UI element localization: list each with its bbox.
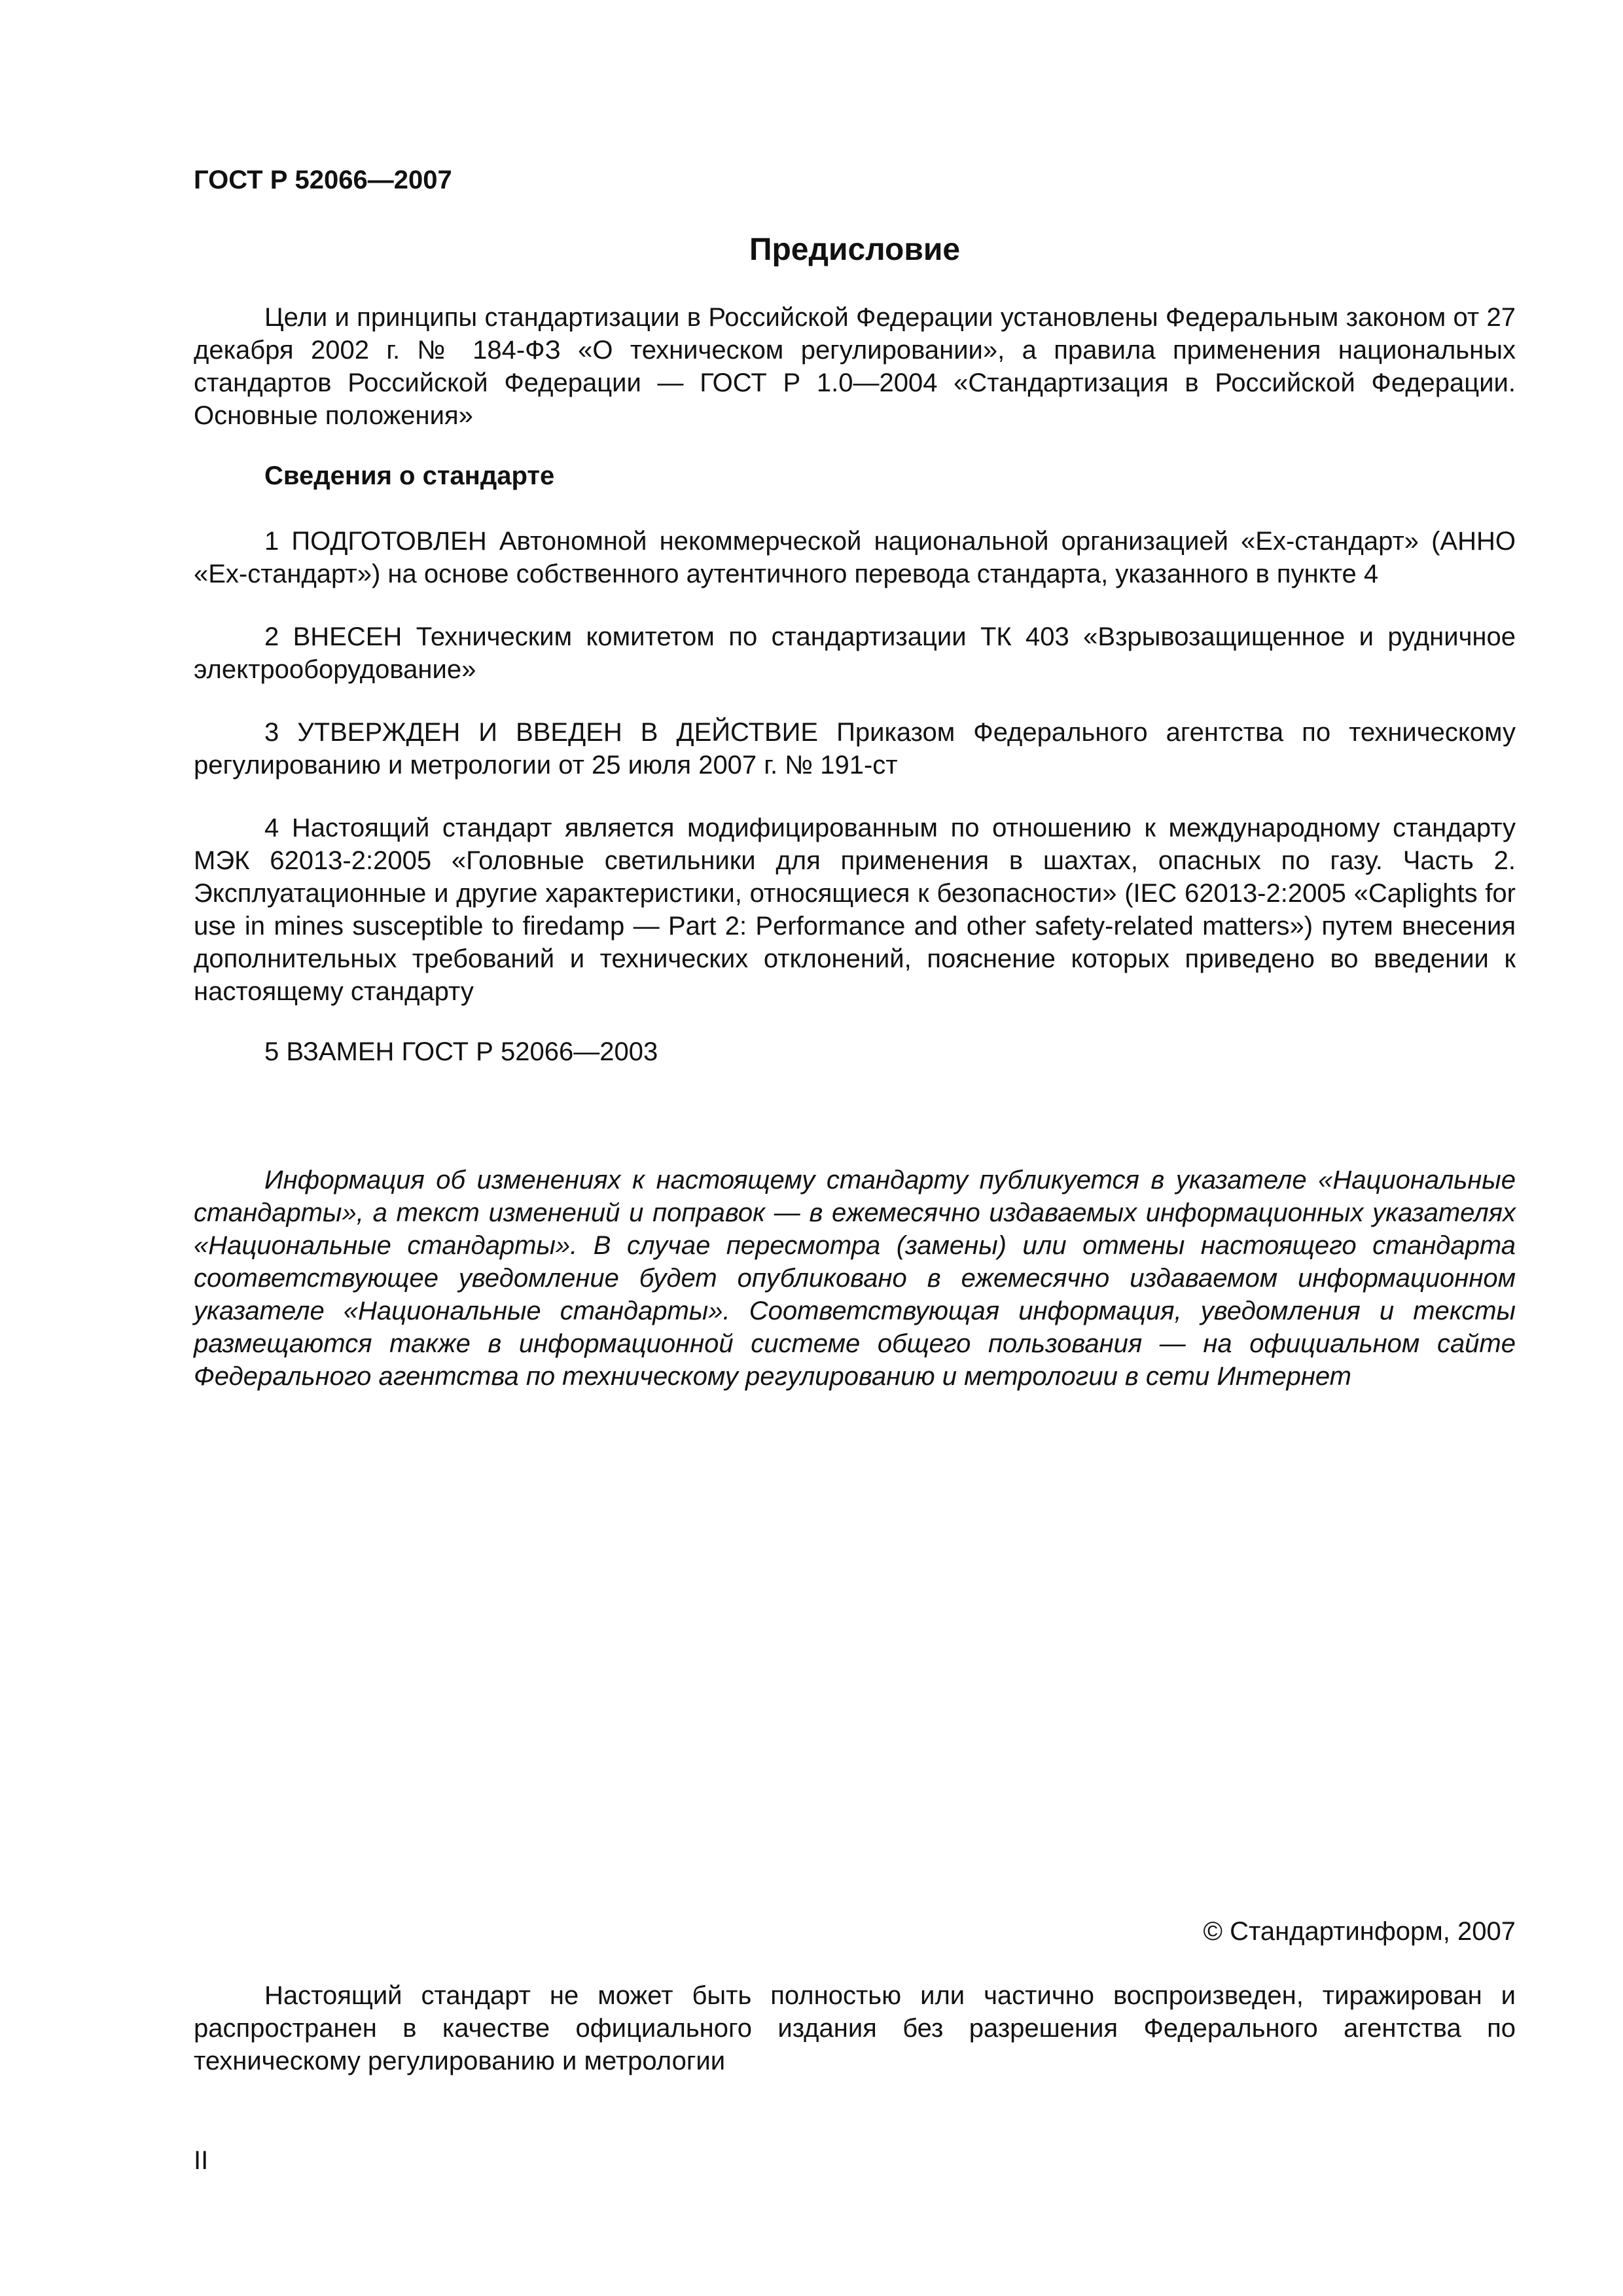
info-item-1: 1 ПОДГОТОВЛЕН Автономной некоммерческой национальной организацией «Ех-стандарт» (АННО «Ех-стандарт») на основе собственного аутентичного перевода стандарта, указанного в пункте 4 bbox=[194, 527, 1516, 588]
page-title: Предисловие bbox=[749, 232, 961, 267]
standard-info-heading: Сведения о стандарте bbox=[264, 461, 555, 490]
page-number: II bbox=[194, 2146, 209, 2175]
intro-paragraph: Цели и принципы стандартизации в Российской Федерации установлены Федеральным законом от 27 декабря 2002 г. № 184-ФЗ «О техническом регулировании», а правила применения национальных стандартов Российской Федерации — ГОСТ Р 1.0—2004 «Стандартизация в Российской Федерации. Основные положения» bbox=[194, 303, 1516, 430]
info-item-3: 3 УТВЕРЖДЕН И ВВЕДЕН В ДЕЙСТВИЕ Приказом Федерального агентства по техническому регулированию и метрологии от 25 июля 2007 г. № 191-ст bbox=[194, 718, 1516, 780]
info-item-5: 5 ВЗАМЕН ГОСТ Р 52066—2003 bbox=[264, 1037, 658, 1066]
changes-notice-paragraph: Информация об изменениях к настоящему стандарту публикуется в указателе «Национальные стандарты», а текст изменений и поправок — в ежемесячно издаваемых информационных указателях «Национальные стандарты». В случае пересмотра (замены) или отмены настоящего стандарта соответствующее уведомление будет опубликовано в ежемесячно издаваемом информационном указателе «Национальные стандарты». Соответствующая информация, уведомления и тексты размещаются также в информационной системе общего пользования — на официальном сайте Федерального агентства по техническому регулированию и метрологии в сети Интернет bbox=[194, 1166, 1516, 1391]
info-item-4: 4 Настоящий стандарт является модифицированным по отношению к международному стандарту МЭК 62013-2:2005 «Головные светильники для применения в шахтах, опасных по газу. Часть 2. Эксплуатационные и другие характеристики, относящиеся к безопасности» (IEC 62013-2:2005 «Caplights for use in mines susceptible to firedamp — Part 2: Performance and other safety-related matters») путем внесения дополнительных требований и технических отклонений, пояснение которых приведено во введении к настоящему стандарту bbox=[194, 814, 1516, 1006]
copyright-line: © Стандартинформ, 2007 bbox=[1203, 1917, 1516, 1946]
document-code-header: ГОСТ Р 52066—2007 bbox=[194, 166, 452, 194]
info-item-2: 2 ВНЕСЕН Техническим комитетом по стандартизации ТК 403 «Взрывозащищенное и рудничное электрооборудование» bbox=[194, 622, 1516, 684]
reproduction-restriction-paragraph: Настоящий стандарт не может быть полностью или частично воспроизведен, тиражирован и распространен в качестве официального издания без разрешения Федерального агентства по техническому регулированию и метрологии bbox=[194, 1981, 1516, 2075]
